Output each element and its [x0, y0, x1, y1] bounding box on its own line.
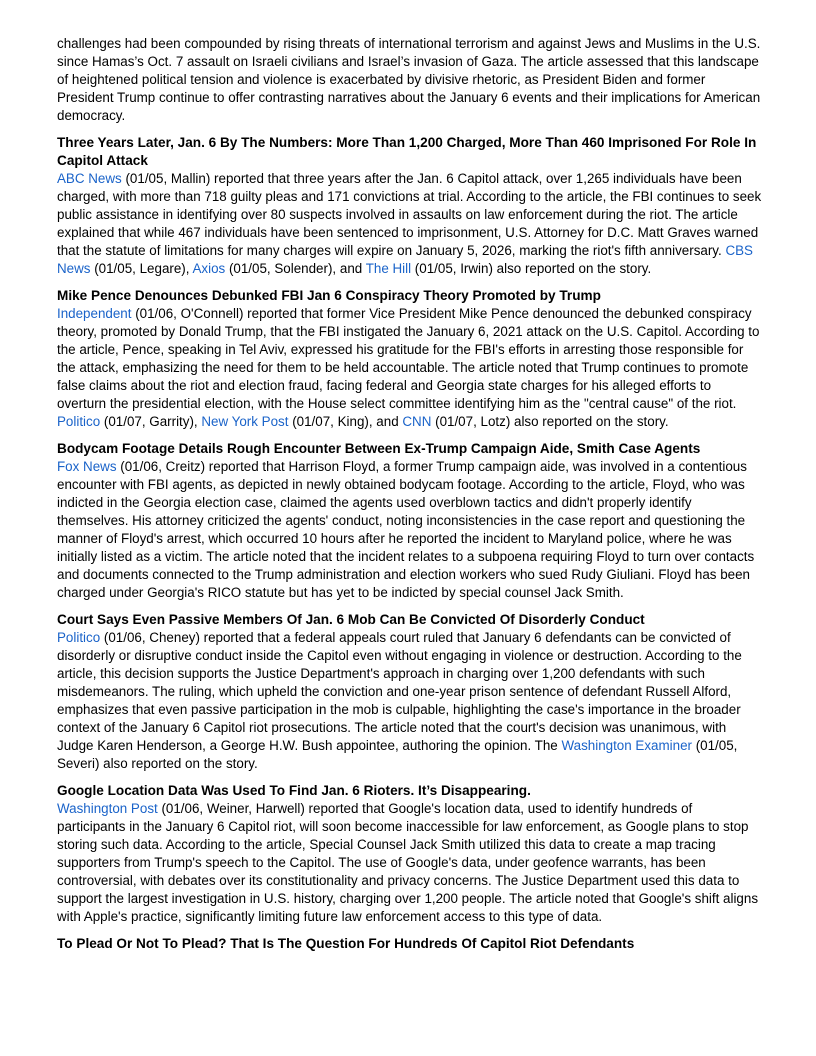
- article-headline: Google Location Data Was Used To Find Jan. 6 Rioters. It’s Disappearing.: [57, 783, 531, 798]
- intro-paragraph: challenges had been compounded by rising threats of international terrorism and against Jews and Muslims in the U.S. since Hamas’s Oct. 7 assault on Israeli civilians and Israel’s invasion of Gaza. The article assessed that this landscape of heightened political tension and violence is exacerbated by divisive rhetoric, as President Biden and former President Trump continue to offer contrasting narratives about the January 6 events and their implications for American democracy.: [57, 36, 761, 123]
- article: [57, 440, 762, 602]
- article: [57, 134, 762, 278]
- source-link[interactable]: CBS News: [57, 243, 753, 276]
- article-headline: Bodycam Footage Details Rough Encounter Between Ex-Trump Campaign Aide, Smith Case Agents: [57, 441, 701, 456]
- article-body: Washington Post (01/06, Weiner, Harwell) reported that Google's location data, used to identify hundreds of participants in the January 6 Capitol riot, will soon become inaccessible for law enforcement, as Google plans to stop storing such data. According to the article, Special Counsel Jack Smith utilized this data to create a map tracing supporters from Trump's speech to the Capitol. The use of Google's data, under geofence warrants, has been controversial, with debates over its constitutionality and privacy concerns. The Justice Department used this data to support the largest investigation in U.S. history, charging over 1,200 people. The article noted that Google's shift aligns with Apple's practice, significantly limiting future law enforcement access to this type of data.: [57, 801, 759, 924]
- document-page: [57, 35, 762, 962]
- article-body: Fox News (01/06, Creitz) reported that Harrison Floyd, a former Trump campaign aide, was involved in a contentious encounter with FBI agents, as depicted in newly obtained bodycam footage. According to the article, Floyd, who was indicted in the Georgia election case, claimed the agents used overblown tactics and didn't properly identify themselves. His attorney criticized the agents' conduct, noting inconsistencies in the case report and questioning the manner of Floyd's arrest, which occurred 10 hours after he reported the incident to Maryland police, where he was initially listed as a victim. The article noted that the incident relates to a subpoena requiring Floyd to turn over contacts and documents connected to the Trump administration and election workers who sued Rudy Giuliani. Floyd has been charged under Georgia's RICO statute but has yet to be indicted by special counsel Jack Smith.: [57, 459, 755, 600]
- article: [57, 287, 762, 431]
- source-link[interactable]: Politico: [57, 414, 101, 429]
- source-link[interactable]: New York Post: [201, 414, 289, 429]
- article: [57, 611, 762, 773]
- source-link[interactable]: The Hill: [365, 261, 412, 276]
- article-body: ABC News (01/05, Mallin) reported that three years after the Jan. 6 Capitol attack, over 1,265 individuals have been charged, with more than 718 guilty pleas and 171 convictions at trial. According to the article, the FBI continues to seek public assistance in identifying over 80 suspects involved in assaults on law enforcement during the riot. The article explained that while 467 individuals have been sentenced to imprisonment, U.S. Attorney for D.C. Matt Graves warned that the statute of limitations for many charges will expire on January 5, 2026, marking the riot's fifth anniversary. CBS News (01/05, Legare), Axios (01/05, Solender), and The Hill (01/05, Irwin) also reported on the story.: [57, 171, 762, 276]
- source-link[interactable]: Fox News: [57, 459, 117, 474]
- article-headline: To Plead Or Not To Plead? That Is The Question For Hundreds Of Capitol Riot Defendants: [57, 936, 635, 951]
- source-link[interactable]: Washington Examiner: [561, 738, 692, 753]
- article-body: Independent (01/06, O'Connell) reported that former Vice President Mike Pence denounced the debunked conspiracy theory, promoted by Donald Trump, that the FBI instigated the January 6, 2021 attack on the U.S. Capitol. According to the article, Pence, speaking in Tel Aviv, expressed his gratitude for the FBI's efforts in arresting those responsible for the attack, emphasizing the need for them to be held accountable. The article noted that Trump continues to promote false claims about the riot and election fraud, facing federal and Georgia state charges for his alleged efforts to overturn the presidential election, with the House select committee identifying him as the "central cause" of the riot. Politico (01/07, Garrity), New York Post (01/07, King), and CNN (01/07, Lotz) also reported on the story.: [57, 306, 760, 429]
- article-headline: Mike Pence Denounces Debunked FBI Jan 6 Conspiracy Theory Promoted by Trump: [57, 288, 601, 303]
- article-body: Politico (01/06, Cheney) reported that a federal appeals court ruled that January 6 defendants can be convicted of disorderly or disruptive conduct inside the Capitol even without engaging in violence or destruction. According to the article, this decision supports the Justice Department's approach in charging over 1,200 defendants with such misdemeanors. The ruling, which upheld the conviction and one-year prison sentence of defendant Russell Alford, emphasizes that even passive participation in the mob is culpable, highlighting the case's importance in the broader context of the January 6 Capitol riot prosecutions. The article noted that the court's decision was unanimous, with Judge Karen Henderson, a George H.W. Bush appointee, authoring the opinion. The Washington Examiner (01/05, Severi) also reported on the story.: [57, 630, 742, 771]
- source-link[interactable]: Washington Post: [57, 801, 158, 816]
- source-link[interactable]: Independent: [57, 306, 132, 321]
- source-link[interactable]: Politico: [57, 630, 101, 645]
- source-link[interactable]: ABC News: [57, 171, 122, 186]
- article: [57, 782, 762, 926]
- article-headline: Three Years Later, Jan. 6 By The Numbers: More Than 1,200 Charged, More Than 460 Imprisoned For Role In Capitol Attack: [57, 135, 757, 168]
- source-link[interactable]: Axios: [192, 261, 226, 276]
- source-link[interactable]: CNN: [402, 414, 432, 429]
- article-headline: Court Says Even Passive Members Of Jan. 6 Mob Can Be Convicted Of Disorderly Conduct: [57, 612, 645, 627]
- article: [57, 935, 762, 953]
